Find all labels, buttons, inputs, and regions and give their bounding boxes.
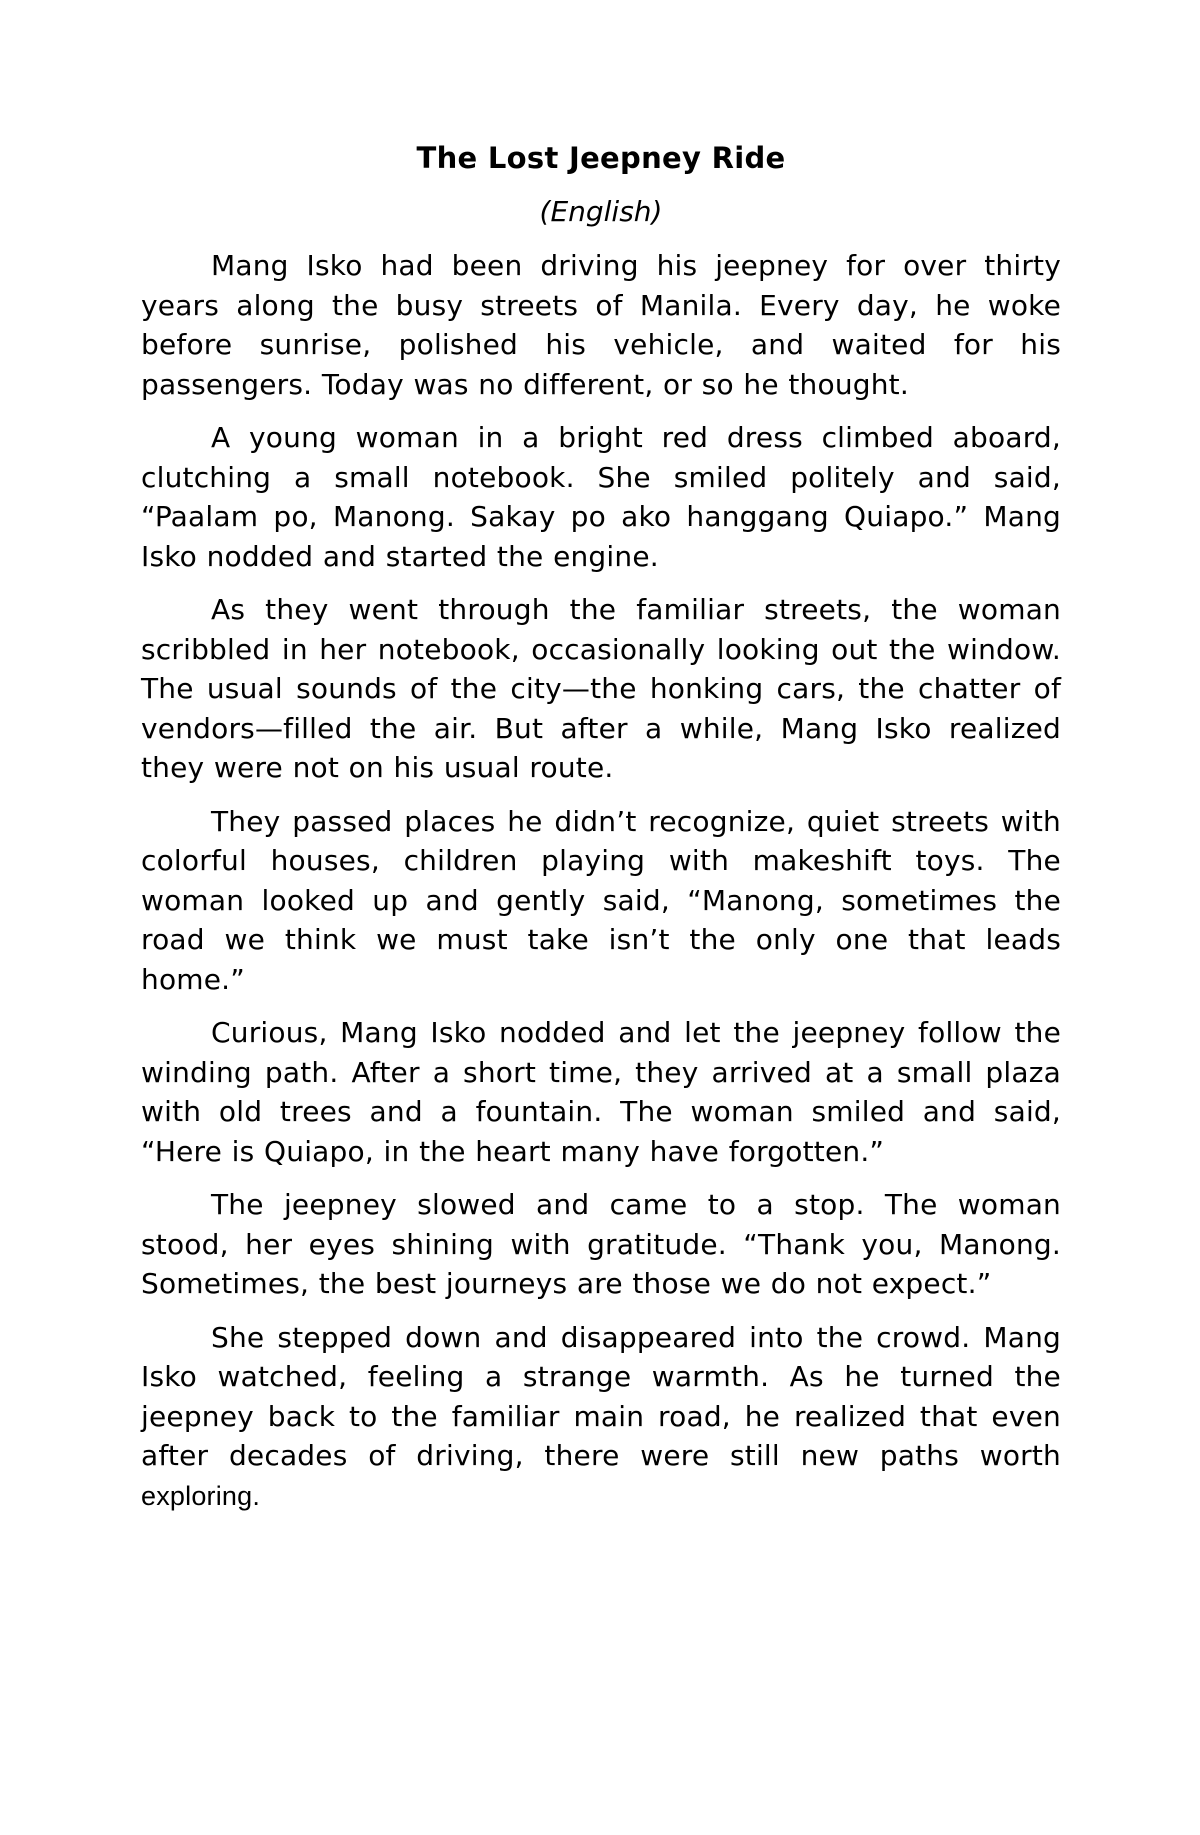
document-page — [141, 138, 1061, 1516]
paragraph-3: As they went through the familiar streets, the woman scribbled in her notebook, occasionally looking out the window. The usual sounds of the city—the honking cars, the chatter of vendors—filled the air. But after a while, Mang Isko realized they were not on his usual route. — [141, 593, 1061, 784]
paragraph-7 — [141, 1318, 1061, 1517]
document-subtitle: (English) — [539, 195, 663, 228]
paragraph-6: The jeepney slowed and came to a stop. The woman stood, her eyes shining with gratitude. “Thank you, Manong. Sometimes, the best journeys are those we do not expect.” — [141, 1188, 1061, 1300]
paragraph-7-tail: exploring. — [141, 1480, 261, 1511]
paragraph-7-main: She stepped down and disappeared into the crowd. Mang Isko watched, feeling a strange warmth. As he turned the jeepney back to the familiar main road, he realized that even after decades of driving, there were still new paths worth — [141, 1320, 1061, 1472]
paragraph-4: They passed places he didn’t recognize, quiet streets with colorful houses, children playing with makeshift toys. The woman looked up and gently said, “Manong, sometimes the road we think we must take isn’t the only one that leads home.” — [141, 804, 1061, 996]
paragraph-1: Mang Isko had been driving his jeepney for over thirty years along the busy streets of Manila. Every day, he woke before sunrise, polished his vehicle, and waited for his passengers. Today was no different, or so he thought. — [141, 249, 1061, 401]
paragraph-5: Curious, Mang Isko nodded and let the jeepney follow the winding path. After a short time, they arrived at a small plaza with old trees and a fountain. The woman smiled and said, “Here is Quiapo, in the heart many have forgotten.” — [141, 1016, 1061, 1168]
paragraph-2: A young woman in a bright red dress climbed aboard, clutching a small notebook. She smiled politely and said, “Paalam po, Manong. Sakay po ako hanggang Quiapo.” Mang Isko nodded and started the engine. — [141, 421, 1061, 573]
document-title: The Lost Jeepney Ride — [416, 141, 786, 175]
